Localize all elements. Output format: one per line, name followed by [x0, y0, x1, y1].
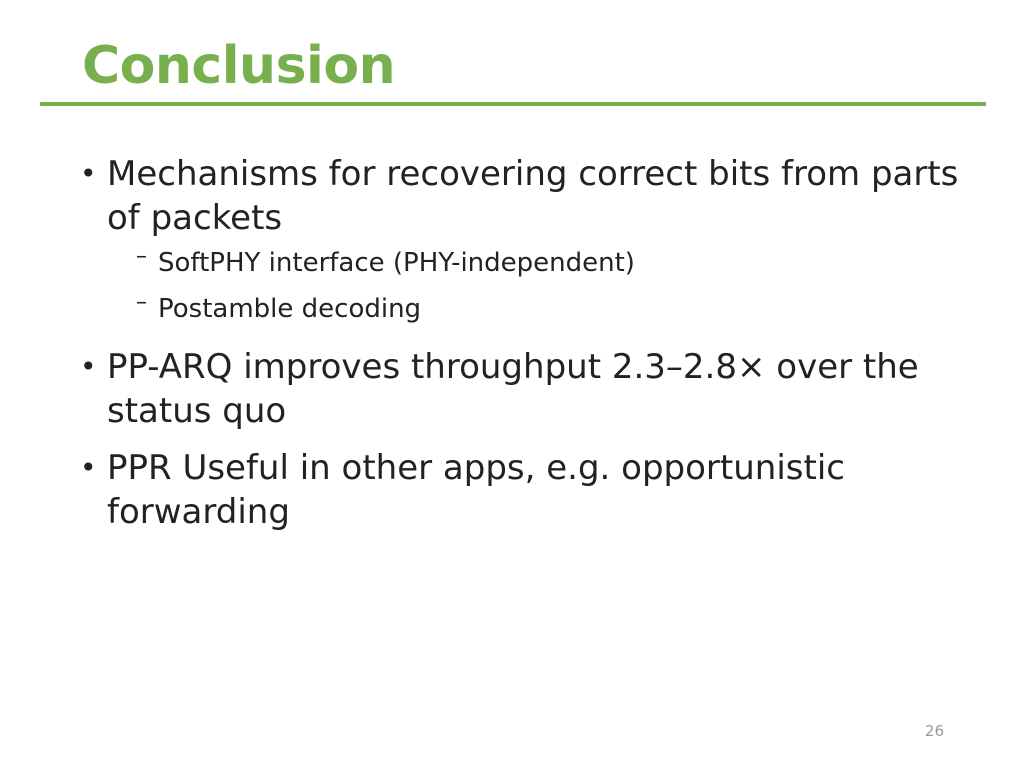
bullet-item — [80, 345, 960, 433]
bullet-text: Mechanisms for recovering correct bits from parts of packets — [107, 154, 959, 238]
sub-bullet-item — [107, 240, 960, 286]
slide-title: Conclusion — [82, 36, 396, 96]
bullet-item — [80, 152, 960, 332]
title-divider — [40, 102, 986, 106]
bullet-text: PP-ARQ improves throughput 2.3–2.8× over the status quo — [107, 347, 919, 431]
bullet-text: PPR Useful in other apps, e.g. opportunistic forwarding — [107, 448, 845, 532]
sub-bullet-text: SoftPHY interface (PHY-independent) — [158, 248, 635, 278]
sub-bullet-marker: – — [136, 290, 147, 315]
sub-bullet-text: Postamble decoding — [158, 294, 422, 324]
page-number: 26 — [924, 722, 944, 740]
sub-bullet-marker: – — [136, 244, 147, 269]
bullet-marker: • — [80, 350, 97, 383]
bullet-item — [80, 446, 960, 534]
bullet-marker: • — [80, 451, 97, 484]
sub-bullet-list — [107, 240, 960, 332]
bullet-marker: • — [80, 157, 97, 190]
bullet-list — [80, 152, 960, 547]
sub-bullet-item — [107, 286, 960, 332]
